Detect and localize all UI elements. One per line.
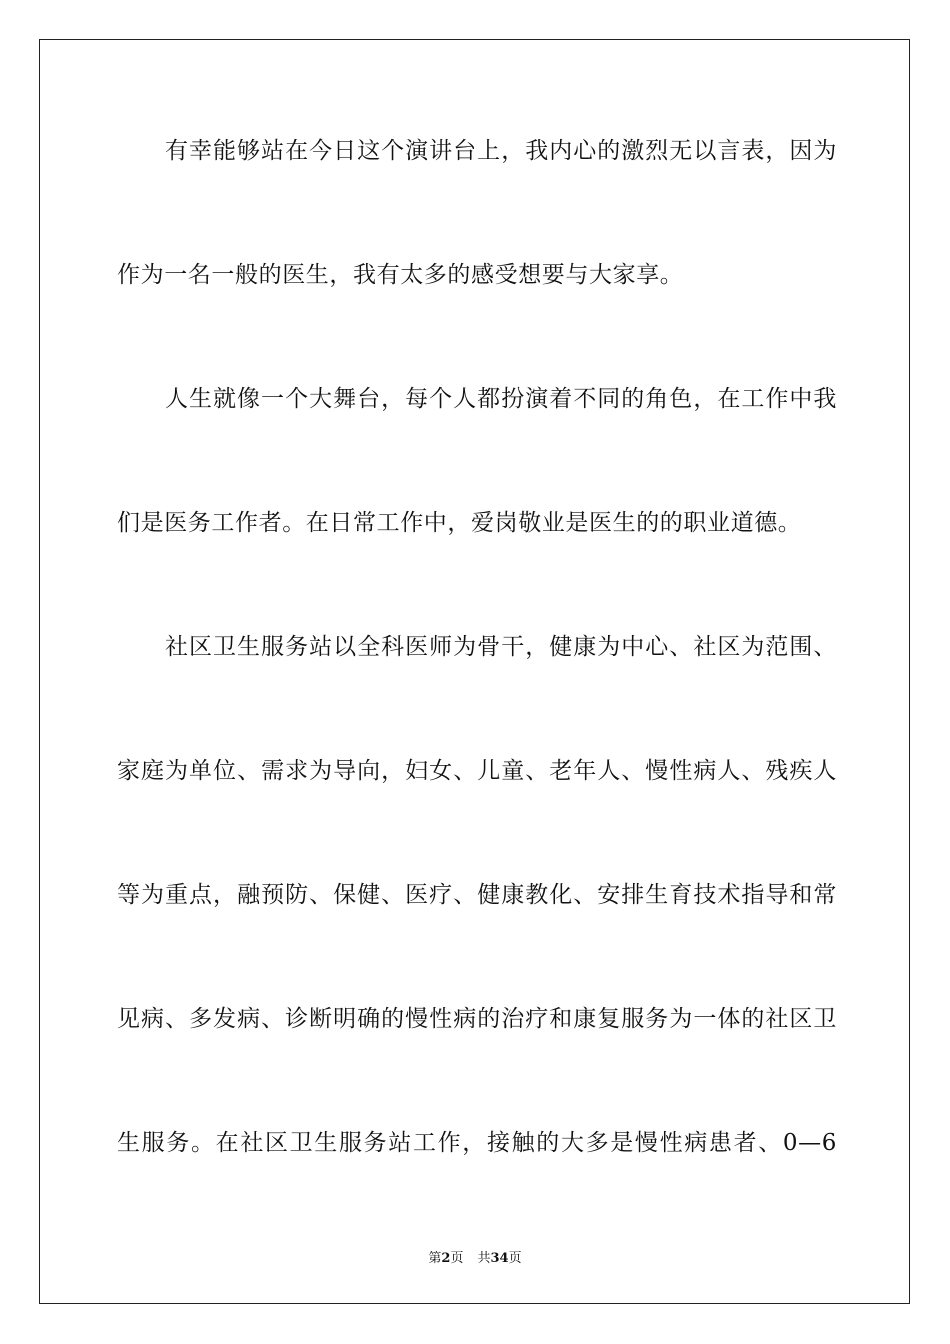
total-suffix: 页	[508, 1251, 522, 1266]
page-footer	[0, 1247, 950, 1266]
paragraph-line: 们是医务工作者。在日常工作中，爱岗敬业是医生的的职业道德。	[117, 510, 802, 536]
page-prefix: 第	[428, 1251, 442, 1266]
paragraph-line: 见病、多发病、诊断明确的慢性病的治疗和康复服务为一体的社区卫	[117, 1006, 837, 1032]
total-pages: 34	[490, 1251, 509, 1266]
paragraph-line: 人生就像一个大舞台，每个人都扮演着不同的角色，在工作中我	[165, 386, 837, 412]
page-number: 2	[441, 1251, 451, 1266]
paragraph-line: 家庭为单位、需求为导向，妇女、儿童、老年人、慢性病人、残疾人	[117, 758, 837, 784]
paragraph-line: 社区卫生服务站以全科医师为骨干，健康为中心、社区为范围、	[165, 634, 837, 660]
paragraph-line: 作为一名一般的医生，我有太多的感受想要与大家享。	[117, 262, 684, 288]
paragraph-line: 有幸能够站在今日这个演讲台上，我内心的激烈无以言表，因为	[165, 138, 837, 164]
page-frame	[39, 39, 910, 1304]
total-prefix: 共	[477, 1251, 491, 1266]
paragraph-line: 生服务。在社区卫生服务站工作，接触的大多是慢性病患者、0—6	[117, 1130, 837, 1156]
page-suffix: 页	[450, 1251, 464, 1266]
paragraph-line: 等为重点，融预防、保健、医疗、健康教化、安排生育技术指导和常	[117, 882, 837, 908]
